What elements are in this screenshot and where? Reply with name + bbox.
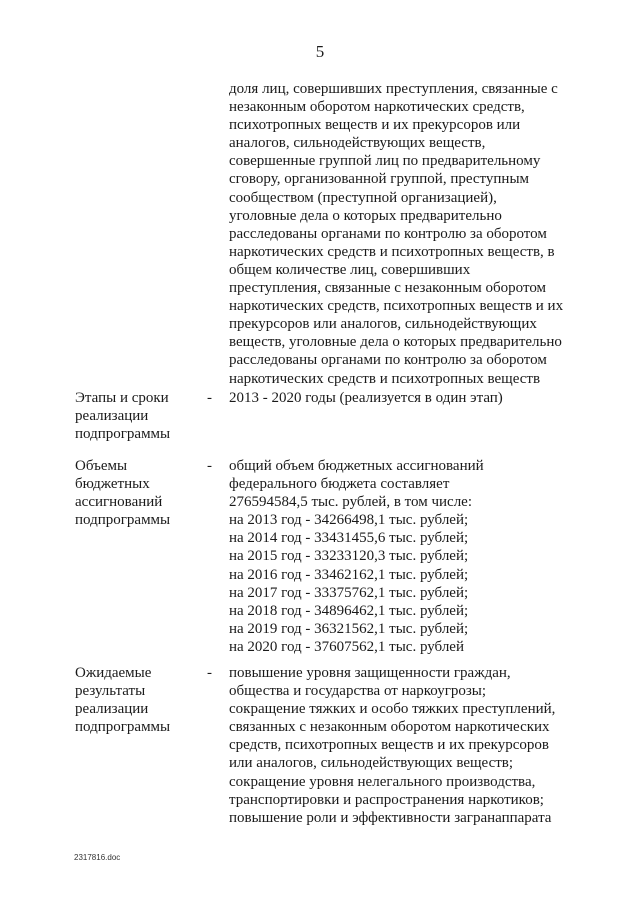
content-line: на 2020 год - 37607562,1 тыс. рублей (229, 638, 464, 655)
intro-line: веществ, уголовные дела о которых предварительно (229, 334, 562, 351)
section-label (75, 457, 205, 529)
content-line: на 2018 год - 34896462,1 тыс. рублей; (229, 602, 469, 619)
content-line: 2013 - 2020 годы (реализуется в один этап) (229, 390, 503, 406)
label-line: реализации (75, 701, 149, 718)
label-line: бюджетных (75, 476, 150, 493)
content-line: сокращение уровня нелегального производства, (229, 773, 536, 790)
intro-line: прекурсоров или аналогов, сильнодействующих (229, 316, 537, 333)
intro-line: расследованы органами по контролю за оборотом (229, 225, 547, 242)
intro-line: сообществом (преступной организацией), (229, 189, 497, 206)
content-line: на 2016 год - 33462162,1 тыс. рублей; (229, 566, 469, 583)
intro-line: наркотических средств и психотропных веществ, в (229, 243, 555, 260)
intro-line: совершенные группой лиц по предварительному (229, 153, 541, 170)
label-line: реализации (75, 408, 149, 425)
intro-line: аналогов, сильнодействующих веществ, (229, 135, 486, 152)
intro-line: доля лиц, совершивших преступления, связанные с (229, 81, 558, 97)
intro-line: наркотических средств, психотропных веществ и их (229, 298, 564, 315)
section-dash: - (207, 458, 212, 474)
section-label (75, 664, 205, 736)
content-line: транспортировки и распространения наркотиков; (229, 791, 544, 808)
content-line: на 2017 год - 33375762,1 тыс. рублей; (229, 584, 469, 601)
intro-line: незаконным оборотом наркотических средств, (229, 99, 525, 116)
content-line: повышение роли и эффективности загранаппарата (229, 809, 552, 826)
label-line: подпрограммы (75, 426, 171, 443)
page-number: 5 (315, 42, 325, 61)
content-line: на 2015 год - 33233120,3 тыс. рублей; (229, 548, 469, 565)
intro-paragraph (229, 80, 629, 388)
label-line: Этапы и сроки (75, 390, 169, 406)
intro-line: расследованы органами по контролю за оборотом (229, 352, 547, 369)
intro-line: общем количестве лиц, совершивших (229, 261, 471, 278)
content-line: на 2019 год - 36321562,1 тыс. рублей; (229, 620, 469, 637)
label-line: результаты (75, 683, 146, 700)
section-content (229, 389, 629, 407)
label-line: ассигнований (75, 494, 163, 511)
content-line: федерального бюджета составляет (229, 476, 450, 493)
intro-line: преступления, связанные с незаконным оборотом (229, 280, 547, 297)
section-content (229, 457, 629, 656)
content-line: общества и государства от наркоугрозы; (229, 683, 487, 700)
section-content (229, 664, 629, 827)
document-filename: 2317816.doc (74, 853, 121, 862)
label-line: подпрограммы (75, 719, 171, 736)
section-dash: - (207, 665, 212, 681)
section-dash: - (207, 390, 212, 406)
content-line: или аналогов, сильнодействующих веществ; (229, 755, 514, 772)
content-line: 276594584,5 тыс. рублей, в том числе: (229, 494, 473, 511)
intro-line: наркотических средств и психотропных веществ (229, 370, 541, 387)
content-line: сокращение тяжких и особо тяжких преступлений, (229, 701, 556, 718)
intro-line: психотропных веществ и их прекурсоров или (229, 117, 521, 134)
label-line: Ожидаемые (75, 665, 152, 681)
content-line: на 2014 год - 33431455,6 тыс. рублей; (229, 530, 469, 547)
content-line: повышение уровня защищенности граждан, (229, 665, 511, 681)
content-line: общий объем бюджетных ассигнований (229, 458, 484, 474)
section-label (75, 389, 205, 443)
label-line: подпрограммы (75, 512, 171, 529)
label-line: Объемы (75, 458, 128, 474)
content-line: средств, психотропных веществ и их прекурсоров (229, 737, 549, 754)
content-line: связанных с незаконным оборотом наркотических (229, 719, 550, 736)
intro-line: уголовные дела о которых предварительно (229, 207, 502, 224)
intro-line: сговору, организованной группой, преступным (229, 171, 530, 188)
content-line: на 2013 год - 34266498,1 тыс. рублей; (229, 512, 469, 529)
